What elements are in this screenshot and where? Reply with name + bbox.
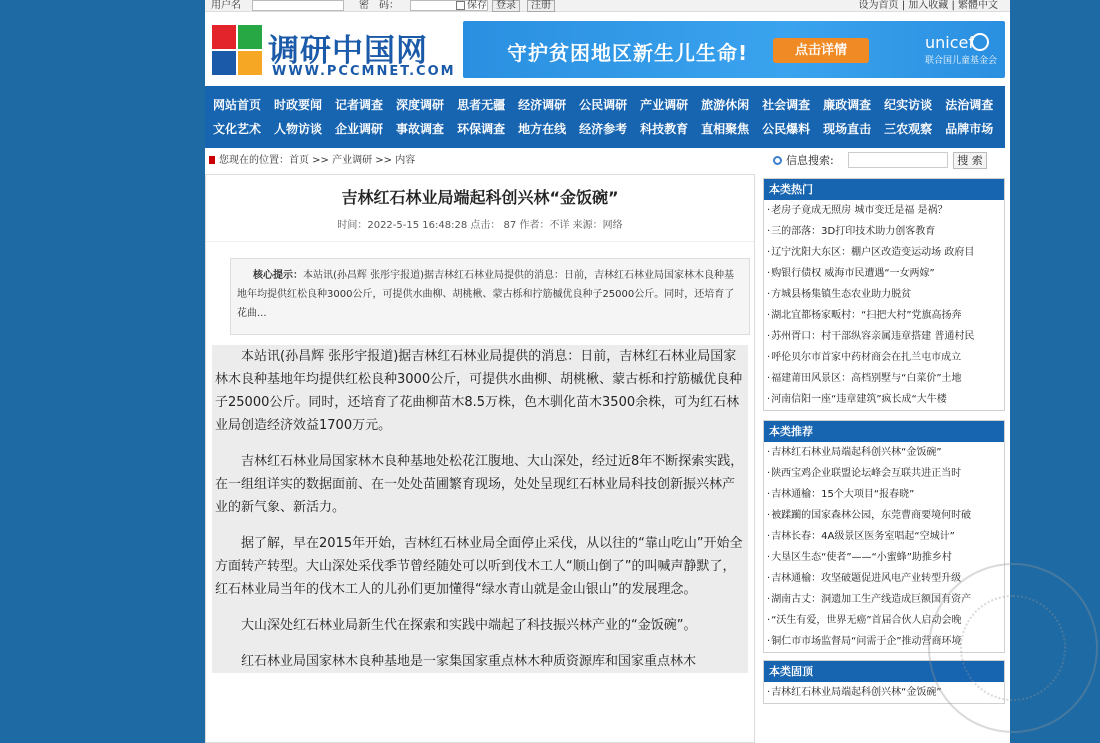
nav-item[interactable]: 产业调研 <box>640 97 689 112</box>
nav-item[interactable]: 科技教育 <box>640 121 689 136</box>
nav-item[interactable]: 直相聚焦 <box>701 121 750 136</box>
article-paragraph: 大山深处红石林业局新生代在探索和实践中端起了科技振兴林产业的“金饭碗”。 <box>241 618 697 633</box>
pinned-list <box>764 682 1004 703</box>
article-paragraph: 据了解，早在2015年开始，吉林红石林业局全面停止采伐，从以往的“靠山吃山”开始全方面转产转型。大山深处采伐季节曾经随处可以听到伐木工人“顺山倒了”的叫喊声静默了，红石林业局当年的伐木工人的儿孙们更加懂得“绿水青山就是金山银山”的发展理念。 <box>215 536 743 597</box>
logo-square-green <box>238 25 262 49</box>
recommend-list-item[interactable]: · 吉林长春：4A级景区医务室唱起“空城计” <box>767 526 1001 547</box>
nav-item[interactable]: 深度调研 <box>396 97 445 112</box>
article-body <box>212 345 748 673</box>
hot-list-item[interactable]: · 购银行债权 威海市民遭遇“一女两嫁” <box>767 263 1001 284</box>
remember-label: 保存 <box>467 0 487 11</box>
traditional-chinese-link[interactable]: 繁體中文 <box>958 0 998 11</box>
hot-list-item[interactable]: · 三的部落：3D打印技术助力创客教育 <box>767 221 1001 242</box>
recommend-list-item[interactable]: · 陕西宝鸡企业联盟论坛峰会互联共进正当时 <box>767 463 1001 484</box>
recommend-list-item[interactable]: · “沃生有爱，世界无癌”首届合伙人启动会晚 <box>767 610 1001 631</box>
nav-item[interactable]: 社会调查 <box>762 97 811 112</box>
header <box>205 14 1010 84</box>
breadcrumb-marker-icon <box>209 156 215 164</box>
article-meta: 时间：2022-5-15 16:48:28 点击： 87 作者：不详 来源：网络 <box>337 220 623 231</box>
hot-list-item[interactable]: · 河南信阳一座“违章建筑”疯长成“大牛楼 <box>767 389 1001 410</box>
site-logo[interactable] <box>212 23 456 79</box>
search-button[interactable]: 搜 索 <box>953 152 987 169</box>
add-favorite-link[interactable]: 加入收藏 <box>908 0 949 11</box>
login-button[interactable]: 登录 <box>492 0 520 12</box>
username-input[interactable] <box>252 0 344 11</box>
logo-square-blue <box>212 51 236 75</box>
nav-item[interactable]: 人物访谈 <box>274 121 323 136</box>
recommend-list-item[interactable]: · 大垦区生态“使者”——“小蜜蜂”助推乡村 <box>767 547 1001 568</box>
nav-item[interactable]: 三农观察 <box>884 121 933 136</box>
top-links: 设为首页 | 加入收藏 | 繁體中文 <box>858 0 998 11</box>
hot-list-item[interactable]: · 辽宁沈阳大东区：棚户区改造变运动场 政府目 <box>767 242 1001 263</box>
nav-item[interactable]: 纪实访谈 <box>884 97 933 112</box>
nav-item[interactable]: 旅游休闲 <box>701 97 750 112</box>
search-input[interactable] <box>848 152 948 168</box>
nav-item[interactable]: 公民爆料 <box>762 121 811 136</box>
unicef-globe-icon <box>971 33 989 51</box>
article-paragraph: 吉林红石林业局国家林木良种基地处松花江腹地、大山深处，经过近8年不断探索实践，在一组组详实的数据面前、在一处处苗圃繁育现场，处处呈现红石林业局科技创新振兴林产业的新气象、新活力。 <box>215 454 744 515</box>
search-label: 信息搜索: <box>786 154 834 167</box>
logo-url: WWW.PCCMNET.COM <box>272 64 456 79</box>
recommend-list-item[interactable]: · 被蹂躏的国家森林公园，东莞曹商要境何时破 <box>767 505 1001 526</box>
logo-square-orange <box>238 51 262 75</box>
logo-name: 调研中国网 <box>268 33 428 69</box>
divider <box>206 241 754 242</box>
unicef-banner[interactable] <box>463 21 1005 78</box>
hot-list-item[interactable]: · 呼伦贝尔市首家中药材商会在扎兰屯市成立 <box>767 347 1001 368</box>
login-bar <box>205 0 1010 12</box>
article-title: 吉林红石林业局端起科创兴林“金饭碗” <box>341 188 619 207</box>
breadcrumb <box>209 152 759 170</box>
password-label: 密 码： <box>359 0 399 11</box>
nav-item[interactable]: 网站首页 <box>213 97 262 112</box>
logo-square-red <box>212 25 236 49</box>
article-summary <box>230 258 750 335</box>
nav-item[interactable]: 品牌市场 <box>945 121 994 136</box>
sidebar-pinned-title: 本类固顶 <box>764 661 1004 682</box>
nav-item[interactable]: 文化艺术 <box>213 121 262 136</box>
search-icon <box>773 156 782 165</box>
sidebar-hot-title: 本类热门 <box>764 179 1004 200</box>
hot-list-item[interactable]: · 苏州胥口：村干部纵容亲属违章搭建 普通村民 <box>767 326 1001 347</box>
recommend-list-item[interactable]: · 湖南古丈：洞遗加工生产线造成巨额国有资产 <box>767 589 1001 610</box>
hot-list <box>764 200 1004 410</box>
article-panel <box>205 174 755 743</box>
sidebar-pinned <box>763 660 1005 704</box>
unicef-logo-text: unicef <box>925 33 974 52</box>
pinned-list-item[interactable]: · 吉林红石林业局端起科创兴林“金饭碗” <box>767 682 1001 703</box>
breadcrumb-text[interactable]: 您现在的位置：首页 >> 产业调研 >> 内容 <box>219 155 416 166</box>
summary-text: 本站讯(孙昌辉 张彤宇报道)据吉林红石林业局提供的消息：日前，吉林红石林业局国家林木良种基地年均提供红松良种3000公斤，可提供水曲柳、胡桃楸、蒙古栎和拧筋槭优良种子25000公斤。同时，还培育了花曲... <box>237 270 735 319</box>
nav-item[interactable]: 法治调查 <box>945 97 994 112</box>
nav-item[interactable]: 环保调查 <box>457 121 506 136</box>
nav-item[interactable]: 廉政调查 <box>823 97 872 112</box>
username-label: 用户名 <box>211 0 241 11</box>
nav-item[interactable]: 事故调查 <box>396 121 445 136</box>
sidebar-hot <box>763 178 1005 411</box>
register-button[interactable]: 注册 <box>527 0 555 12</box>
nav-item[interactable]: 经济参考 <box>579 121 628 136</box>
nav-row-1 <box>213 92 1005 116</box>
sidebar-recommend-title: 本类推荐 <box>764 421 1004 442</box>
hot-list-item[interactable]: · 老房子竟成无照房 城市变迁是福 是祸？ <box>767 200 1001 221</box>
nav-item[interactable]: 公民调研 <box>579 97 628 112</box>
nav-item[interactable]: 思者无疆 <box>457 97 506 112</box>
recommend-list-item[interactable]: · 吉林通榆：攻坚破题促进风电产业转型升级 <box>767 568 1001 589</box>
article-paragraph: 红石林业局国家林木良种基地是一家集国家重点林木种质资源库和国家重点林木 <box>241 654 697 669</box>
hot-list-item[interactable]: · 湖北宜都杨家畈村：“扫把大村”党旗高扬奔 <box>767 305 1001 326</box>
site-search <box>770 152 1005 170</box>
banner-slogan: 守护贫困地区新生儿生命! <box>507 41 749 65</box>
sidebar-recommend <box>763 420 1005 653</box>
set-home-link[interactable]: 设为首页 <box>858 0 899 11</box>
recommend-list-item[interactable]: · 吉林通榆：15个大项目“报春晓” <box>767 484 1001 505</box>
banner-detail-button[interactable]: 点击详情 <box>773 38 869 63</box>
nav-item[interactable]: 企业调研 <box>335 121 384 136</box>
nav-item[interactable]: 地方在线 <box>518 121 567 136</box>
summary-label: 核心提示： <box>253 270 303 281</box>
nav-item[interactable]: 经济调研 <box>518 97 567 112</box>
nav-row-2 <box>213 116 1005 140</box>
recommend-list-item[interactable]: · 吉林红石林业局端起科创兴林“金饭碗” <box>767 442 1001 463</box>
page <box>205 0 1010 743</box>
article-paragraph: 本站讯(孙昌辉 张彤宇报道)据吉林红石林业局提供的消息：日前，吉林红石林业局国家林木良种基地年均提供红松良种3000公斤，可提供水曲柳、胡桃楸、蒙古栎和拧筋槭优良种子25000公斤。同时，还培育了花曲柳苗木8.5万株，色木驯化苗木3500余株，可为红石林业局创造经济效益1700万元。 <box>215 349 743 433</box>
nav-item[interactable]: 时政要闻 <box>274 97 323 112</box>
nav-item[interactable]: 现场直击 <box>823 121 872 136</box>
hot-list-item[interactable]: · 方城县杨集镇生态农业助力脱贫 <box>767 284 1001 305</box>
hot-list-item[interactable]: · 福建莆田风景区：高档别墅与“白菜价”土地 <box>767 368 1001 389</box>
nav-item[interactable]: 记者调查 <box>335 97 384 112</box>
main-nav <box>205 86 1005 148</box>
remember-checkbox[interactable] <box>456 1 465 10</box>
unicef-sub-text: 联合国儿童基金会 <box>925 56 998 66</box>
recommend-list-item[interactable]: · 铜仁市市场监督局“问需于企”推动营商环境 <box>767 631 1001 652</box>
recommend-list <box>764 442 1004 652</box>
